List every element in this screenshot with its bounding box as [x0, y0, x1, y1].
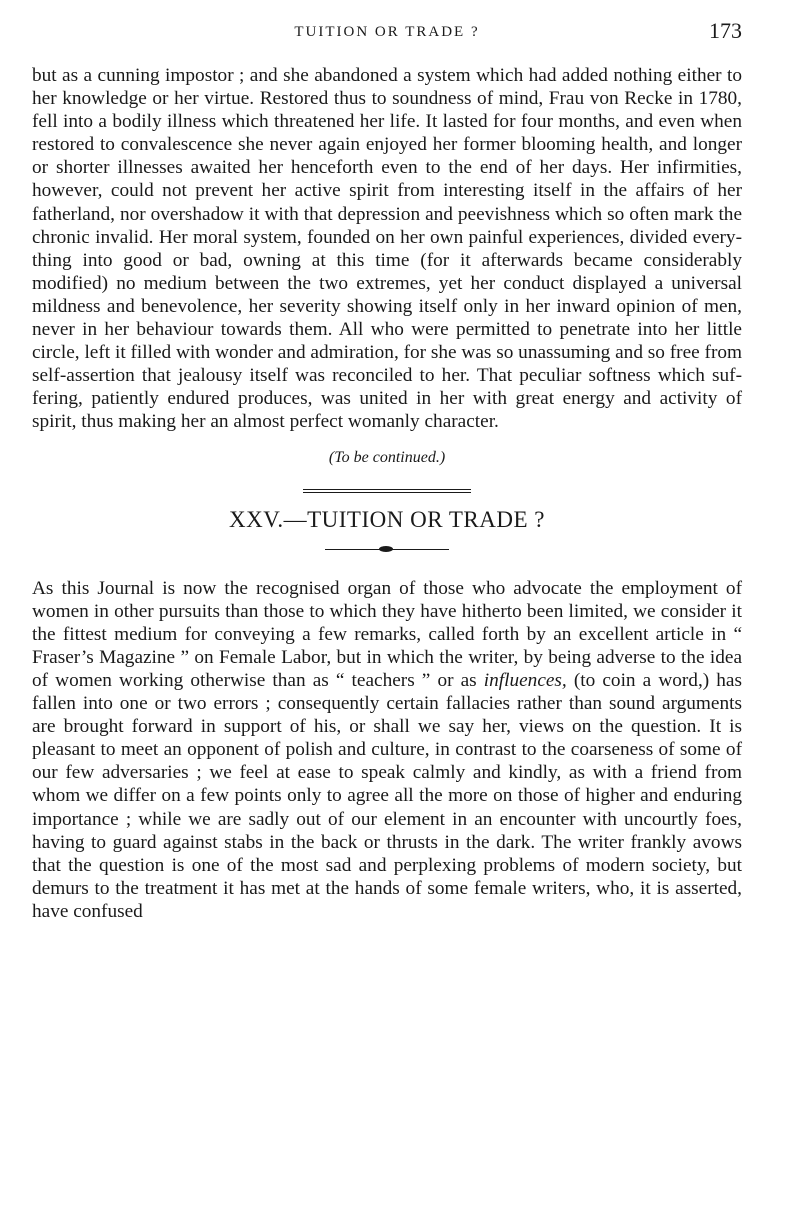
to-be-continued-note: (To be continued.) — [328, 448, 446, 466]
running-title: TUITION OR TRADE ? — [294, 24, 480, 40]
article-text-part2: (to coin a word,) has fallen into one or two errors ; consequently certain fallacies rather than sound arguments are brought forward in support of his, or shall we say her, views on the question. It is pleasant to meet an opponent of polish and culture, in contrast to the coarseness of some of our few adversaries ; we feel at ease to speak calmly and kindly, as with a friend from whom we differ on a few points only to agree all the more on those of higher and enduring importance ; while we are sadly out of our element in an encounter with uncourtly foes, having to guard against stabs in the back or thrusts in the dark. The writer frankly avows that the question is one of the most sad and perplexing problems of modern society, but demurs to the treatment it has met at the hands of some female writers, who, it is asserted, have confused — [32, 669, 742, 922]
section-divider — [303, 489, 471, 493]
ornament-diamond-icon — [379, 546, 393, 552]
ornamental-divider — [325, 545, 449, 555]
page-number: 173 — [709, 18, 742, 43]
article-heading: XXV.—TUITION OR TRADE ? — [228, 506, 545, 532]
article-body — [32, 577, 742, 923]
continued-paragraph: but as a cunning impostor ; and she abandoned a system which had added nothing either to her knowledge or her virtue. Restored thus to soundness of mind, Frau von Recke in 1780, fell into a bodily illness which threatened her life. It lasted for four months, and even when restored to convalescence she never again enjoyed her former blooming health, and longer or shorter illnesses awaited her henceforth even to the end of her days. Her infirmities, however, could not prevent her active spirit from interesting itself in the affairs of her fatherland, nor overshadow it with that depression and peevishness which so often mark the chronic invalid. Her moral system, founded on her own painful experiences, divided everything into good or bad, owning at this time (for it afterwards became considerably modified) no medium between the two extremes, yet her conduct displayed a universal mildness and benevolence, her severity showing itself only in her inward opinion of men, never in her behaviour towards them. All who were permitted to penetrate into her little circle, left it filled with wonder and admiration, for she was so unassuming and so free from self-assertion that jealousy itself was reconciled to her. That peculiar softness which suffering, patiently endured produces, was united in her with great energy and activity of spirit, thus making her an almost perfect womanly character. — [32, 65, 742, 433]
book-page — [32, 18, 742, 923]
previous-article-body — [32, 64, 742, 469]
article-text-italic: influences, — [483, 669, 567, 691]
article-text-part1: As this Journal is now the recognised organ of those who advocate the employment of women in other pursuits than those to which they have hitherto been limited, we consider it the fittest medium for conveying a few remarks, called forth by an excellent article in “ Fraser’s Magazine ” on Female Labor, but in which the writer, by being adverse to the idea of women working otherwise than as “ teachers ” or as — [32, 577, 742, 691]
article-paragraph — [32, 577, 742, 923]
running-header — [32, 18, 742, 48]
